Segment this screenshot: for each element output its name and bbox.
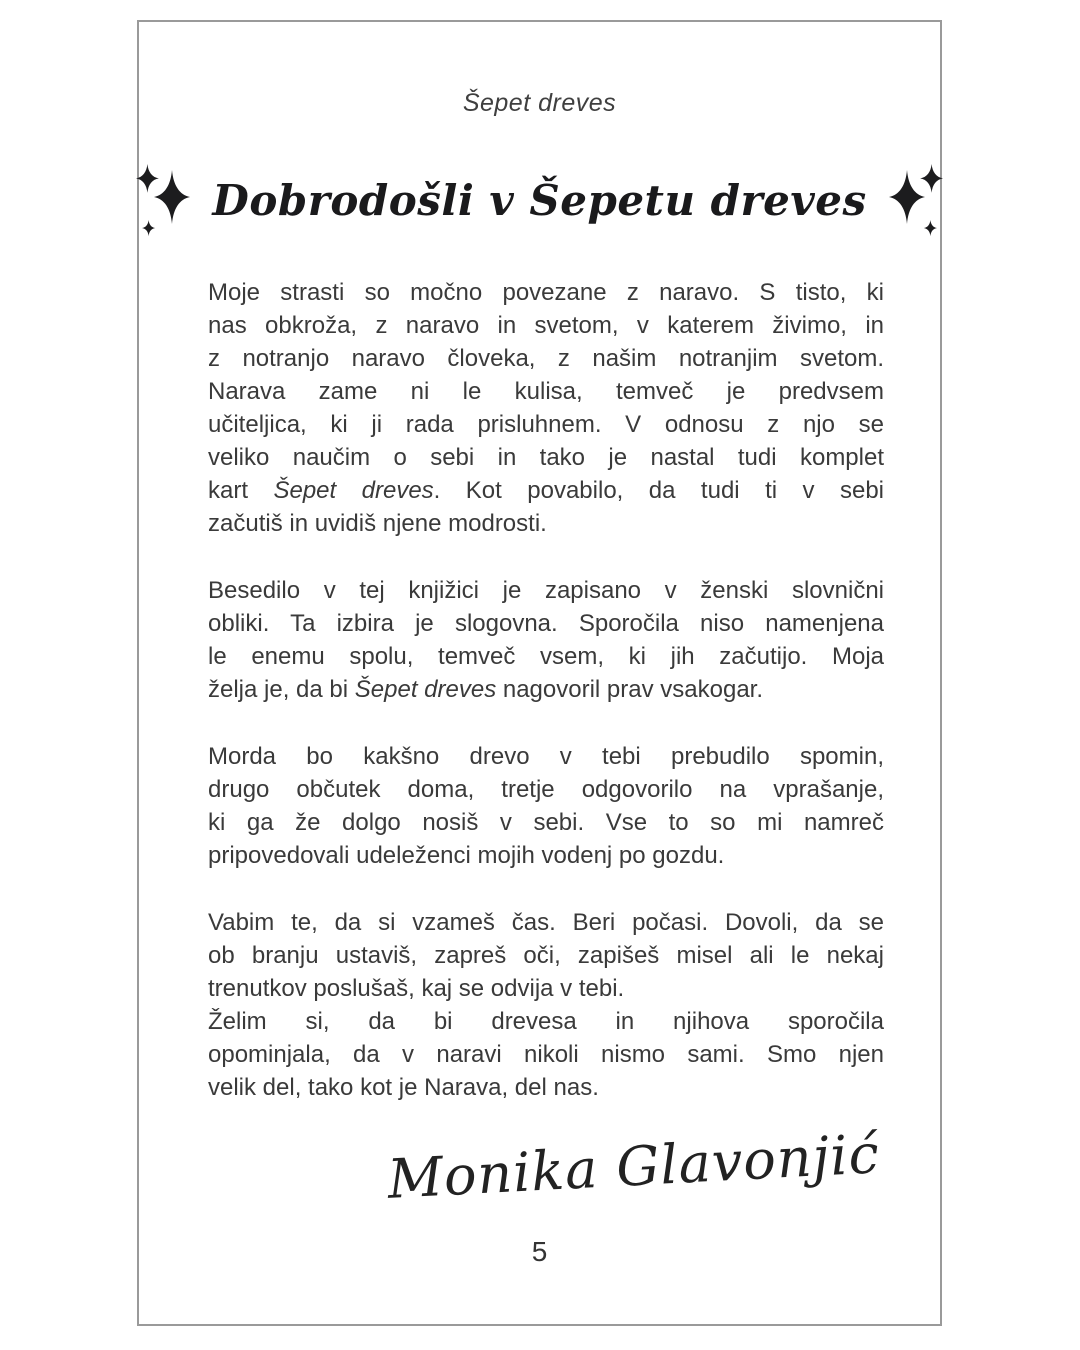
text-line: velik del, tako kot je Narava, del nas. [208,1074,599,1101]
text-line: Narava zame ni le kulisa, temveč je predvsem [208,378,884,405]
text-line: Besedilo v tej knjižici je zapisano v ženski slovnični [208,577,884,604]
text-line: začutiš in uvidiš njene modrosti. [208,510,547,537]
text-line: učiteljica, ki ji rada prisluhnem. V odnosu z njo se [208,411,884,438]
text-line: obliki. Ta izbira je slogovna. Sporočila niso namenjena [208,610,884,637]
chapter-title-row [139,158,940,242]
text-line: ki ga že dolgo nosiš v sebi. Vse to so mi namreč [208,809,884,836]
author-signature: Monika Glavonjić [385,1121,882,1211]
paragraph [208,906,884,1005]
paragraph [208,574,884,706]
text-line: nas obkroža, z naravo in svetom, v katerem živimo, in [208,312,884,339]
text-line: kart Šepet dreves. Kot povabilo, da tudi ti v sebi [208,477,884,504]
paragraph [208,740,884,872]
text-line: pripovedovali udeleženci mojih vodenj po gozdu. [208,842,725,869]
sparkle-cluster-icon [136,158,198,242]
text-line: veliko naučim o sebi in tako je nastal tudi komplet [208,444,884,471]
text-line: le enemu spolu, temveč vsem, ki jih začutijo. Moja [208,643,884,670]
page-number: 5 [531,1236,548,1267]
page-border-frame [137,20,942,1326]
text-line: Morda bo kakšno drevo v tebi prebudilo spomin, [208,743,884,770]
text-line: drugo občutek doma, tretje odgovorilo na vprašanje, [208,776,884,803]
text-line: želja je, da bi Šepet dreves nagovoril prav vsakogar. [208,676,763,703]
running-header: Šepet dreves [462,89,617,117]
sparkle-cluster-icon-mirrored [881,158,943,242]
paragraph [208,276,884,540]
paragraph [208,1005,884,1104]
text-line: trenutkov poslušaš, kaj se odvija v tebi. [208,975,625,1002]
text-line: z notranjo naravo človeka, z našim notranjim svetom. [208,345,884,372]
chapter-title: Dobrodošli v Šepetu dreves [212,175,867,225]
text-line: Želim si, da bi drevesa in njihova sporočila [208,1008,884,1035]
body-text [139,276,940,1104]
text-line: opominjala, da v naravi nikoli nismo sami. Smo njen [208,1041,884,1068]
text-line: ob branju ustaviš, zapreš oči, zapišeš misel ali le nekaj [208,942,884,969]
text-line: Vabim te, da si vzameš čas. Beri počasi. Dovoli, da se [208,909,884,936]
text-line: Moje strasti so močno povezane z naravo. S tisto, ki [208,279,884,306]
